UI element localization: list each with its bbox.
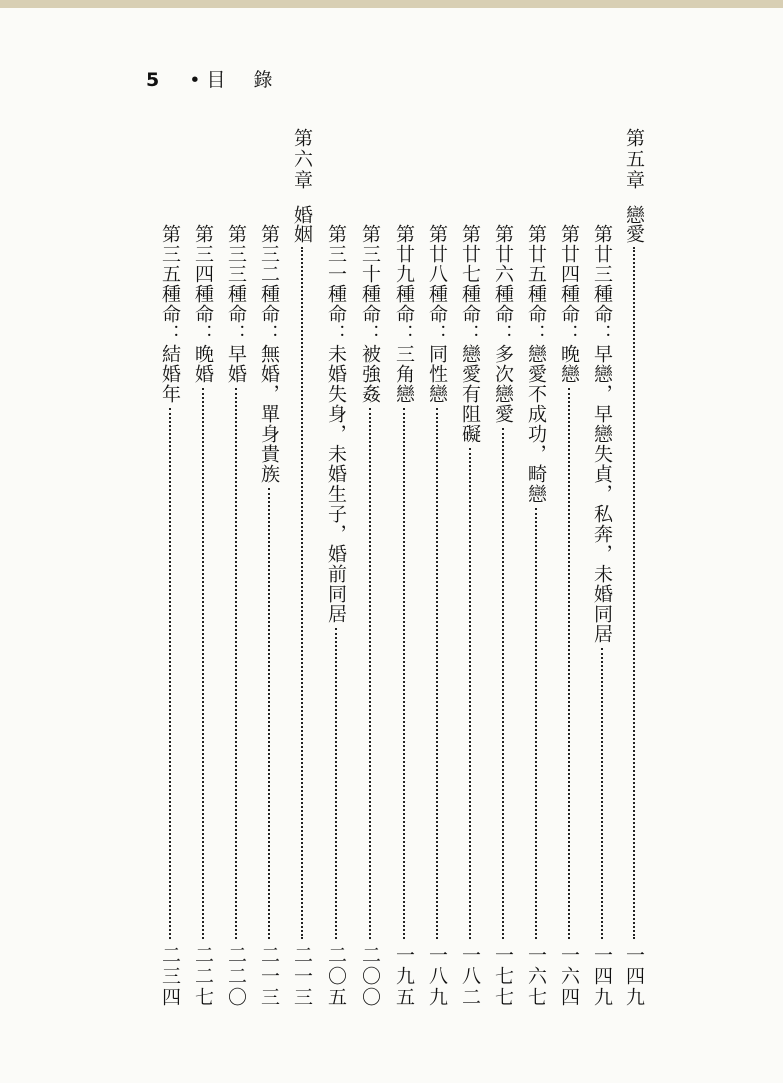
page-number: 5 xyxy=(146,69,160,91)
page-ref: 一四九 xyxy=(591,945,613,1008)
entry-label: 第廿三種命：早戀，早戀失貞，私奔，未婚同居 xyxy=(591,224,613,644)
entry-label: 第三五種命：結婚年 xyxy=(159,224,181,404)
page-ref: 一八二 xyxy=(459,945,481,1008)
entry-label: 第三一種命：未婚失身，未婚生子，婚前同居 xyxy=(325,224,347,624)
entry-label: 第三四種命：晚婚 xyxy=(192,224,214,384)
chapter-title: 戀愛 xyxy=(623,205,645,243)
chapter-heading: 第六章 xyxy=(291,128,313,191)
toc-entry xyxy=(589,224,615,1008)
toc-entry xyxy=(556,224,582,1008)
toc-entry xyxy=(424,224,450,1008)
entry-label: 第三十種命：被強姦 xyxy=(359,224,381,404)
toc-entry xyxy=(523,224,549,1008)
page-ref: 二二七 xyxy=(192,945,214,1008)
entry-label: 第三三種命：早婚 xyxy=(225,224,247,384)
entry-label: 第廿八種命：同性戀 xyxy=(426,224,448,404)
dot-leader xyxy=(369,408,371,939)
toc-entry xyxy=(490,224,516,1008)
toc-entry xyxy=(357,224,383,1008)
header-bullet: • xyxy=(189,69,207,91)
header-title-part1: 目 xyxy=(206,69,232,91)
toc-entry xyxy=(157,224,183,1008)
dot-leader xyxy=(235,388,237,939)
page-ref: 二一三 xyxy=(291,945,313,1008)
chapter-heading: 第五章 xyxy=(623,128,645,191)
page-ref: 一八九 xyxy=(426,945,448,1008)
entry-label: 第廿六種命：多次戀愛 xyxy=(492,224,514,424)
dot-leader xyxy=(469,448,471,939)
toc-entry xyxy=(256,224,282,1008)
entry-label: 第廿五種命：戀愛不成功，畸戀 xyxy=(525,224,547,504)
page-ref: 二〇〇 xyxy=(359,945,381,1008)
entry-label: 第廿七種命：戀愛有阻礙 xyxy=(459,224,481,444)
dot-leader xyxy=(436,408,438,939)
entry-label: 第廿四種命：晚戀 xyxy=(558,224,580,384)
entry-label: 第廿九種命：三角戀 xyxy=(393,224,415,404)
dot-leader xyxy=(403,408,405,939)
toc-chapter-6 xyxy=(289,128,315,1008)
dot-leader xyxy=(169,408,171,939)
toc-entry xyxy=(223,224,249,1008)
page-ref: 一七七 xyxy=(492,945,514,1008)
page-ref: 二三四 xyxy=(159,945,181,1008)
dot-leader xyxy=(301,247,303,939)
page-ref: 一四九 xyxy=(623,945,645,1008)
dot-leader xyxy=(601,648,603,939)
header-title-part2: 錄 xyxy=(253,69,273,91)
page-ref: 二〇五 xyxy=(325,945,347,1008)
dot-leader xyxy=(568,388,570,939)
entry-label: 第三二種命：無婚，單身貴族 xyxy=(258,224,280,484)
chapter-title: 婚姻 xyxy=(291,205,313,243)
dot-leader xyxy=(535,508,537,939)
page-ref: 一六四 xyxy=(558,945,580,1008)
dot-leader xyxy=(202,388,204,939)
page-ref: 二二〇 xyxy=(225,945,247,1008)
toc-entry xyxy=(457,224,483,1008)
page-ref: 二一三 xyxy=(258,945,280,1008)
page-ref: 一九五 xyxy=(393,945,415,1008)
dot-leader xyxy=(268,488,270,939)
dot-leader xyxy=(502,428,504,939)
toc-entry xyxy=(323,224,349,1008)
toc-entry xyxy=(190,224,216,1008)
toc-entry xyxy=(391,224,417,1008)
dot-leader xyxy=(633,247,635,939)
dot-leader xyxy=(335,628,337,939)
page-ref: 一六七 xyxy=(525,945,547,1008)
toc-chapter-5 xyxy=(621,128,647,1008)
